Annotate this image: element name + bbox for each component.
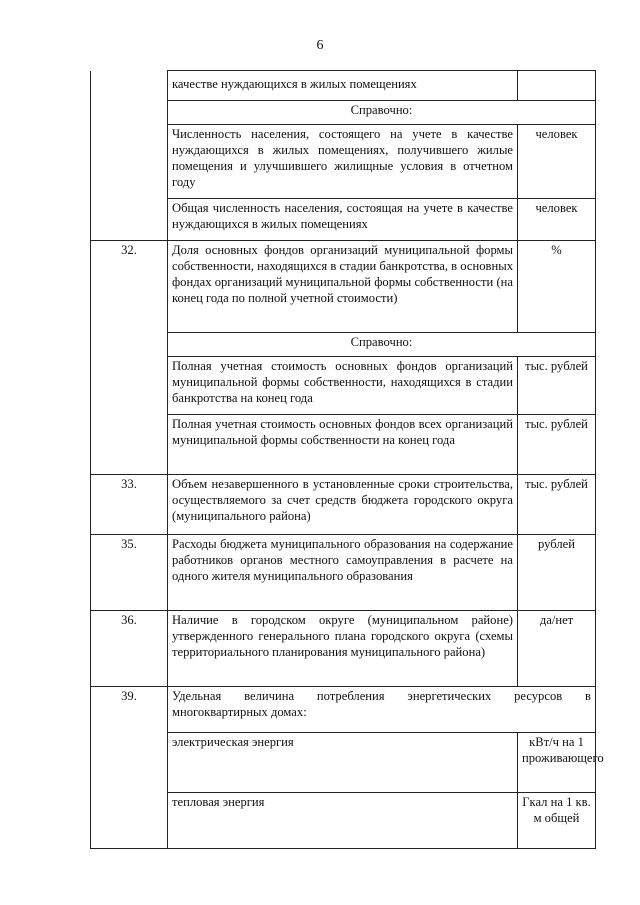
unit-cell	[518, 71, 596, 101]
description-cell: Полная учетная стоимость основных фондов всех организаций муниципальной формы собственности на конец года	[168, 415, 518, 475]
number-cell	[91, 71, 168, 241]
table-row	[91, 535, 596, 611]
description-cell: тепловая энергия	[168, 793, 518, 849]
number-cell: 39.	[91, 687, 168, 849]
description-cell: Наличие в городском округе (муниципальном районе) утвержденного генерального плана городского округа (схемы территориального планирования муниципального района)	[168, 611, 518, 687]
unit-cell: тыс. рублей	[518, 475, 596, 535]
unit-cell: рублей	[518, 535, 596, 611]
table-row	[91, 687, 596, 733]
unit-cell: человек	[518, 199, 596, 241]
unit-cell: %	[518, 241, 596, 333]
table-row	[91, 71, 596, 101]
unit-cell: тыс. рублей	[518, 415, 596, 475]
indicators-table	[90, 70, 604, 849]
number-cell: 32.	[91, 241, 168, 475]
page-number: 6	[316, 38, 324, 53]
unit-cell: да/нет	[518, 611, 596, 687]
unit-cell: человек	[518, 125, 596, 199]
number-cell: 33.	[91, 475, 168, 535]
description-cell: Удельная величина потребления энергетических ресурсов в многоквартирных домах:	[168, 687, 596, 733]
description-cell: Общая численность населения, состоящая на учете в качестве нуждающихся в жилых помещениях	[168, 199, 518, 241]
description-cell: качестве нуждающихся в жилых помещениях	[168, 71, 518, 101]
description-cell: Полная учетная стоимость основных фондов организаций муниципальной формы собственности, находящихся в стадии банкротства на конец года	[168, 357, 518, 415]
number-cell: 36.	[91, 611, 168, 687]
unit-cell: тыс. рублей	[518, 357, 596, 415]
table-row	[91, 475, 596, 535]
table-row	[91, 611, 596, 687]
description-cell: электрическая энергия	[168, 733, 518, 793]
reference-heading: Справочно:	[168, 333, 596, 357]
description-cell: Доля основных фондов организаций муниципальной формы собственности, находящихся в стадии банкротства, в основных фондах организаций муниципальной формы собственности (на конец года по полной учетной стоимости)	[168, 241, 518, 333]
number-cell: 35.	[91, 535, 168, 611]
description-cell: Численность населения, состоящего на учете в качестве нуждающихся в жилых помещениях, получившего жилые помещения и улучшившего жилищные условия в отчетном году	[168, 125, 518, 199]
unit-cell: Гкал на 1 кв. м общей	[518, 793, 596, 849]
description-cell: Расходы бюджета муниципального образования на содержание работников органов местного самоуправления в расчете на одного жителя муниципального образования	[168, 535, 518, 611]
reference-heading: Справочно:	[168, 101, 596, 125]
table-row	[91, 241, 596, 333]
unit-cell: кВт/ч на 1 проживающего	[518, 733, 596, 793]
description-cell: Объем незавершенного в установленные сроки строительства, осуществляемого за счет средств бюджета городского округа (муниципального района)	[168, 475, 518, 535]
